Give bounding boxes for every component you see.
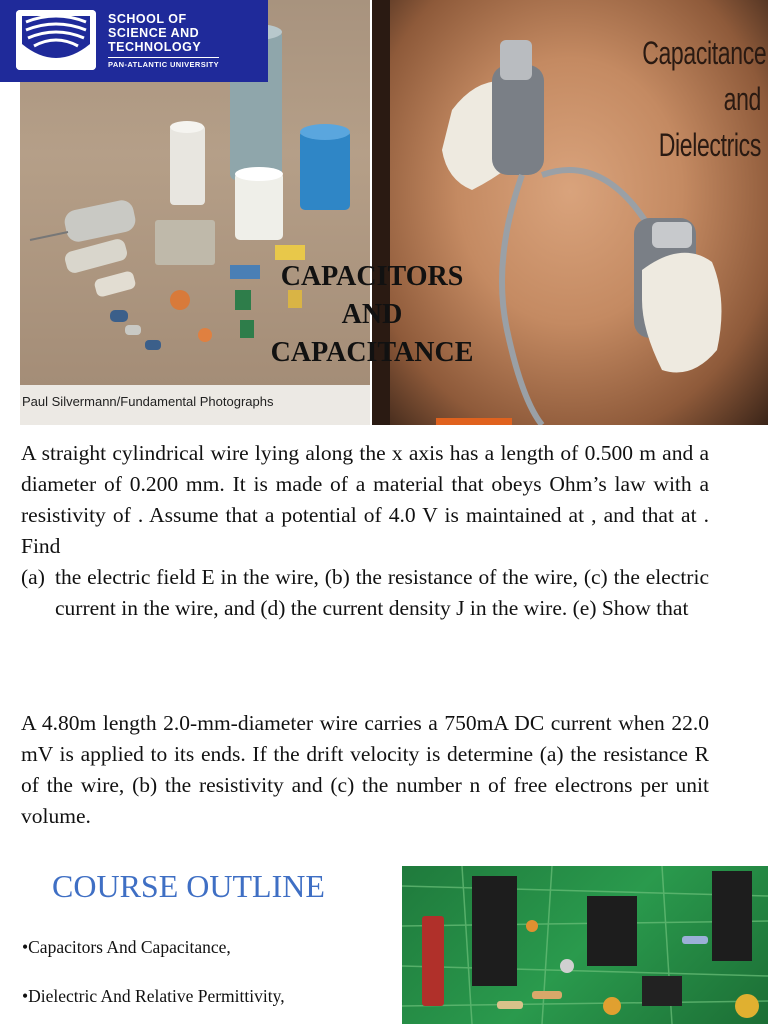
logo-line-3: TECHNOLOGY <box>108 40 202 54</box>
circuit-board-photo <box>402 866 768 1024</box>
logo-line-2: SCIENCE AND <box>108 26 200 40</box>
logo-text <box>108 12 219 69</box>
school-logo <box>0 0 268 82</box>
outline-item: •Capacitors And Capacitance, <box>22 937 231 957</box>
slide-title-overlay <box>252 258 492 372</box>
accent-strip <box>436 418 512 425</box>
photo-title <box>642 30 767 168</box>
photo-title-line-1: Capacitance and <box>642 35 767 117</box>
title-line-1: CAPACITORS <box>280 261 464 292</box>
photo-title-line-2: Dielectrics <box>658 127 761 163</box>
logo-line-1: SCHOOL OF <box>108 12 187 26</box>
title-line-2: AND <box>341 299 403 330</box>
course-outline-title: COURSE OUTLINE <box>52 868 325 904</box>
crest-icon <box>16 10 96 70</box>
header-banner <box>0 0 768 425</box>
logo-university: PAN-ATLANTIC UNIVERSITY <box>108 57 219 69</box>
photo-credit: Paul Silvermann/Fundamental Photographs <box>22 394 274 409</box>
list-item-text: the electric field E in the wire, (b) the resistance of the wire, (c) the electric current in the wire, and (d) the current density J in the wire. (e) Show that <box>55 565 709 620</box>
problem-1-list <box>21 562 709 624</box>
problem-2: A 4.80m length 2.0-mm-diameter wire carries a 750mA DC current when 22.0 mV is applied to its ends. If the drift velocity is determine (a) the resistance R of the wire, (b) the resistivity and (c) the number n of free electrons per unit volume. <box>21 711 709 828</box>
problem-1-intro: A straight cylindrical wire lying along the x axis has a length of 0.500 m and a diameter of 0.200 mm. It is made of a material that obeys Ohm’s law with a resistivity of . Assume that a potential of 4.0 V is maintained at , and that at . Find <box>21 441 709 558</box>
outline-item: •Dielectric And Relative Permittivity, <box>22 986 285 1006</box>
list-item <box>21 562 709 624</box>
list-marker: (a) <box>21 565 45 589</box>
title-line-3: CAPACITANCE <box>270 337 474 368</box>
circuit-board-illustration <box>402 866 768 1024</box>
